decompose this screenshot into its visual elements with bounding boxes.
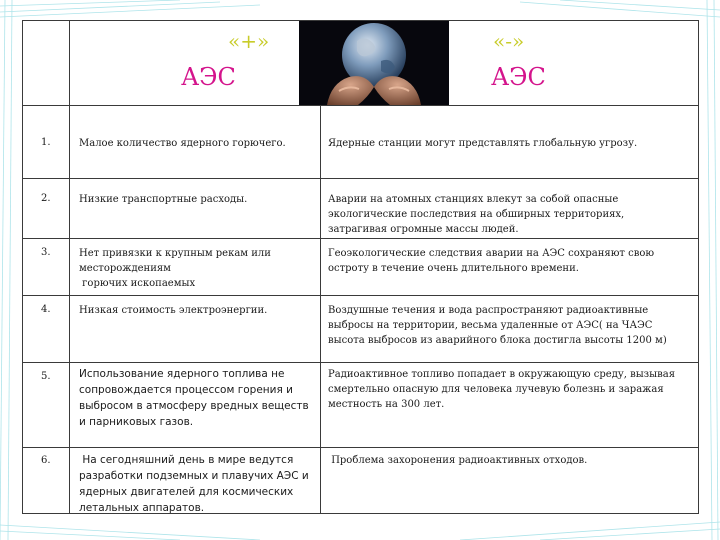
plus-sign-heading: «+» [228, 29, 270, 53]
con-item: Радиоактивное топливо попадает в окружающую среду, вызывая смертельно опасную для человека лучевую болезнь и заражая местность на 300 лет. [328, 369, 675, 410]
con-item: Геоэкологические следствия аварии на АЭС сохраняют свою остроту в течение очень длительного времени. [328, 248, 655, 274]
globe-in-hands-photo [299, 21, 449, 105]
pro-item: Малое количество ядерного горючего. [79, 138, 286, 149]
con-item: Аварии на атомных станциях влекут за собой опасные экологические последствия на обширных территориях, затрагивая огромные массы людей. [328, 194, 625, 235]
con-item: Воздушные течения и вода распространяют радиоактивные выбросы на территории, весьма удаленные от АЭС( на ЧАЭС высота выбросов из аварийного блока достигла высоты 1200 м) [328, 305, 667, 346]
row-number: 3. [41, 247, 51, 258]
grid-line-horizontal [23, 362, 698, 363]
row-number: 6. [41, 455, 51, 466]
pro-item-line: горючих ископаемых [79, 278, 196, 289]
minus-sign-heading: «-» [493, 29, 525, 53]
pros-heading: АЭС [181, 63, 236, 91]
con-item: Проблема захоронения радиоактивных отходов. [328, 455, 588, 466]
grid-line-horizontal [23, 238, 698, 239]
pro-item: На сегодняшний день в мире ведутся разработки подземных и плавучих АЭС и ядерных двигателей для космических летальных аппаратов. [79, 454, 313, 514]
cons-heading: АЭС [491, 63, 546, 91]
pro-item: Использование ядерного топлива не сопровождается процессом горения и выбросом в атмосферу вредных веществ и парниковых газов. [79, 368, 309, 428]
grid-line-horizontal [23, 105, 698, 106]
grid-line-horizontal [23, 447, 698, 448]
grid-line-horizontal [23, 178, 698, 179]
pros-cons-table [22, 20, 699, 514]
con-item: Ядерные станции могут представлять глобальную угрозу. [328, 138, 638, 149]
pro-item-line: Нет привязки к крупным рекам или месторождениям [79, 248, 271, 274]
pro-item [79, 246, 314, 291]
row-number: 4. [41, 304, 51, 315]
row-number: 1. [41, 137, 51, 148]
pro-item: Низкие транспортные расходы. [79, 194, 248, 205]
grid-line-vertical [69, 21, 70, 513]
row-number: 5. [41, 371, 51, 382]
row-number: 2. [41, 193, 51, 204]
pro-item: Низкая стоимость электроэнергии. [79, 305, 268, 316]
grid-line-horizontal [23, 295, 698, 296]
